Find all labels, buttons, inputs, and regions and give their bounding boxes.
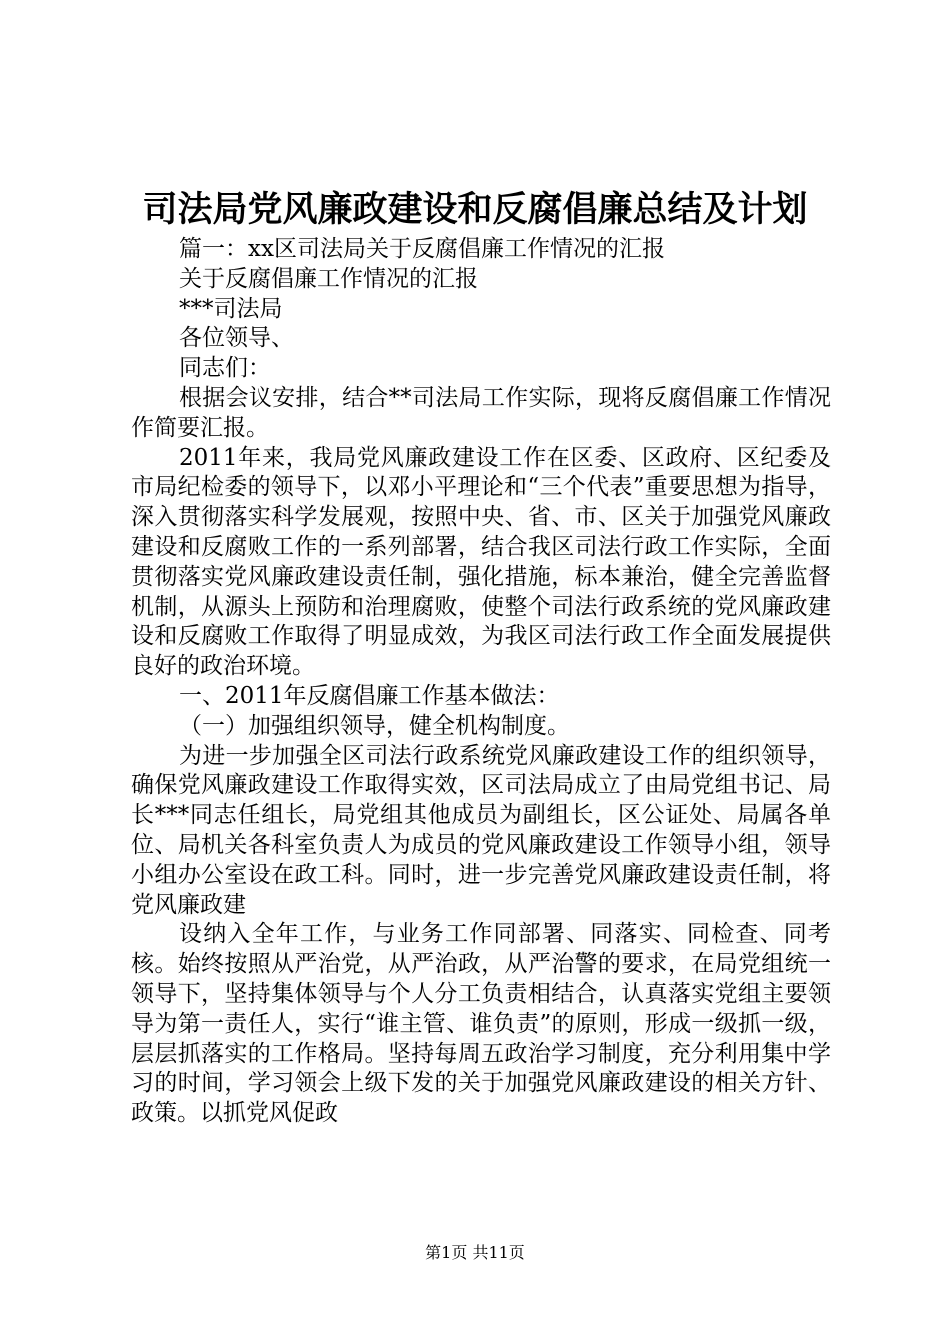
document-line-author: ***司法局 [179,295,283,322]
document-line-salutation-2: 同志们： [179,355,271,382]
document-paragraph: 2011年来，我局党风廉政建设工作在区委、区政府、区纪委及市局纪检委的领导下，以邓小平理论和“三个代表”重要思想为指导，深入贯彻落实科学发展观，按照中央、省、市、区关于加强党风廉政建设和反腐败工作的一系列部署，结合我区司法行政工作实际，全面贯彻落实党风廉政建设责任制，强化措施，标本兼治，健全完善监督机制，从源头上预防和治理腐败，使整个司法行政系统的党风廉政建设和反腐败工作取得了明显成效，为我区司法行政工作全面发展提供良好的政治环境。 [131,444,831,680]
document-line-salutation: 各位领导、 [179,325,294,352]
document-title: 司法局党风廉政建设和反腐倡廉总结及计划 [142,189,808,230]
page-number-footer: 第1页 共11页 [425,1243,525,1262]
document-section-heading: 一、2011年反腐倡廉工作基本做法： [179,682,560,709]
document-paragraph: 为进一步加强全区司法行政系统党风廉政建设工作的组织领导，确保党风廉政建设工作取得实效，区司法局成立了由局党组书记、局长***同志任组长，局党组其他成员为副组长，区公证处、局属各单位、局机关各科室负责人为成员的党风廉政建设工作领导小组，领导小组办公室设在政工科。同时，进一步完善党风廉政建设责任制，将党风廉政建 [131,742,831,918]
document-line-heading: 篇一：xx区司法局关于反腐倡廉工作情况的汇报 [179,236,665,262]
document-paragraph: 根据会议安排，结合**司法局工作实际，现将反腐倡廉工作情况作简要汇报。 [131,384,831,441]
document-paragraph: 设纳入全年工作，与业务工作同部署、同落实、同检查、同考核。始终按照从严治党，从严治政，从严治警的要求，在局党组统一领导下，坚持集体领导与个人分工负责相结合，认真落实党组主要领导为第一责任人，实行“谁主管、谁负责”的原则，形成一级抓一级，层层抓落实的工作格局。坚持每周五政治学习制度，充分利用集中学习的时间，学习领会上级下发的关于加强党风廉政建设的相关方针、政策。以抓党风促政 [131,921,831,1127]
document-body [131,235,831,1129]
document-subsection-heading: （一）加强组织领导，健全机构制度。 [179,712,570,739]
document-line-subheading: 关于反腐倡廉工作情况的汇报 [179,265,478,292]
